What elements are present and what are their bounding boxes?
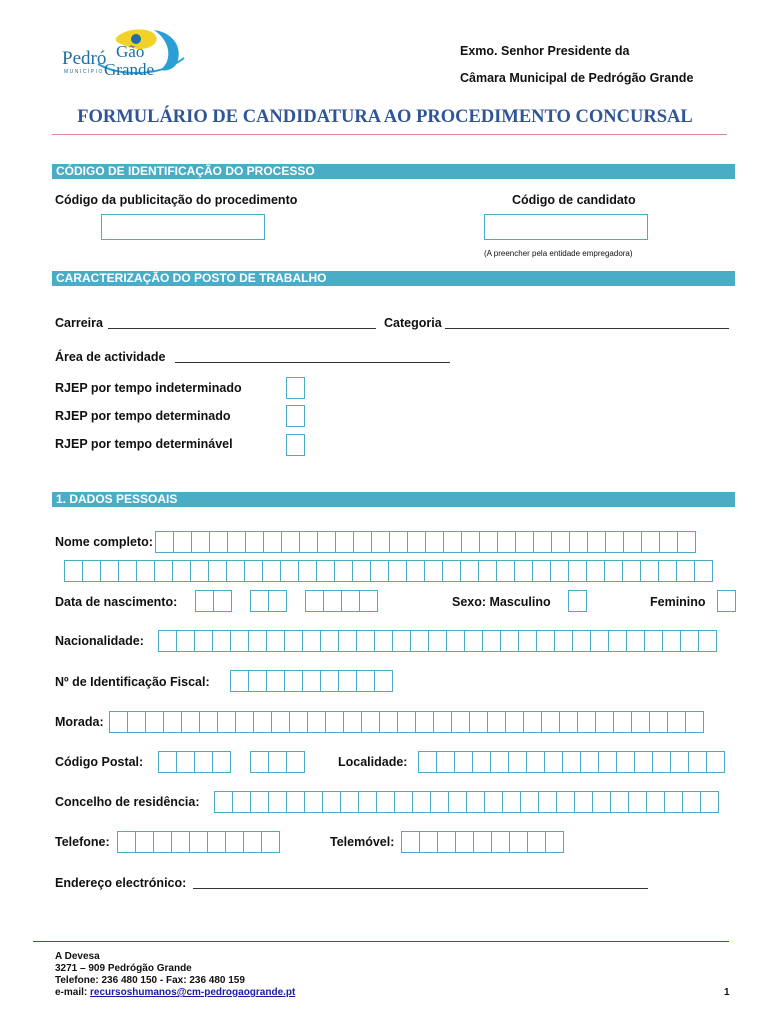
char-cell[interactable] — [634, 751, 653, 773]
char-cell[interactable] — [595, 711, 614, 733]
char-cell[interactable] — [442, 560, 461, 582]
char-cell[interactable] — [688, 751, 707, 773]
char-cell[interactable] — [415, 711, 434, 733]
char-cell[interactable] — [682, 791, 701, 813]
char-cell[interactable] — [574, 791, 593, 813]
char-cell[interactable] — [667, 711, 686, 733]
char-cell[interactable] — [533, 531, 552, 553]
char-cell[interactable] — [163, 711, 182, 733]
footer-email-line — [55, 987, 295, 999]
char-cell[interactable] — [320, 670, 339, 692]
sex-female-checkbox[interactable] — [717, 590, 736, 612]
rjep-determinable-label: RJEP por tempo determinável — [55, 437, 233, 451]
pub-code-label: Código da publicitação do procedimento — [55, 193, 298, 207]
char-cell[interactable] — [230, 630, 249, 652]
char-cell[interactable] — [392, 630, 411, 652]
char-cell[interactable] — [263, 531, 282, 553]
candidate-code-input[interactable] — [484, 214, 648, 240]
char-cell[interactable] — [388, 560, 407, 582]
char-cell[interactable] — [353, 531, 372, 553]
char-cell[interactable] — [425, 531, 444, 553]
char-cell[interactable] — [613, 711, 632, 733]
char-cell[interactable] — [419, 831, 438, 853]
council-label: Concelho de residência: — [55, 795, 200, 809]
char-cell[interactable] — [569, 531, 588, 553]
char-cell[interactable] — [230, 670, 249, 692]
char-cell[interactable] — [623, 531, 642, 553]
char-cell[interactable] — [670, 751, 689, 773]
char-cell[interactable] — [286, 791, 305, 813]
locality-cells[interactable] — [418, 751, 724, 773]
char-cell[interactable] — [298, 560, 317, 582]
logo-text-grande: Grande — [104, 60, 155, 79]
char-cell[interactable] — [194, 630, 213, 652]
char-cell[interactable] — [389, 531, 408, 553]
char-cell[interactable] — [410, 630, 429, 652]
char-cell[interactable] — [454, 751, 473, 773]
char-cell[interactable] — [232, 791, 251, 813]
char-cell[interactable] — [608, 630, 627, 652]
birth-month-cells[interactable] — [250, 590, 286, 612]
activity-input-line[interactable] — [175, 362, 450, 363]
char-cell[interactable] — [250, 751, 269, 773]
char-cell[interactable] — [155, 531, 174, 553]
char-cell[interactable] — [343, 711, 362, 733]
char-cell[interactable] — [541, 711, 560, 733]
char-cell[interactable] — [374, 630, 393, 652]
char-cell[interactable] — [694, 560, 713, 582]
char-cell[interactable] — [455, 831, 474, 853]
char-cell[interactable] — [487, 711, 506, 733]
char-cell[interactable] — [466, 791, 485, 813]
employer-note: (A preencher pela entidade empregadora) — [484, 249, 633, 258]
logo-text-municipio: MUNICÍPIO — [64, 69, 104, 75]
logo-text-gao: Gão — [116, 42, 145, 61]
char-cell[interactable] — [568, 560, 587, 582]
char-cell[interactable] — [284, 630, 303, 652]
rjep-determinate-label: RJEP por tempo determinado — [55, 409, 231, 423]
char-cell[interactable] — [500, 630, 519, 652]
char-cell[interactable] — [64, 560, 83, 582]
sex-male-label: Sexo: Masculino — [452, 595, 551, 609]
char-cell[interactable] — [176, 630, 195, 652]
char-cell[interactable] — [473, 831, 492, 853]
char-cell[interactable] — [659, 531, 678, 553]
char-cell[interactable] — [451, 711, 470, 733]
char-cell[interactable] — [401, 831, 420, 853]
char-cell[interactable] — [616, 751, 635, 773]
char-cell[interactable] — [479, 531, 498, 553]
char-cell[interactable] — [286, 751, 305, 773]
char-cell[interactable] — [577, 711, 596, 733]
char-cell[interactable] — [586, 560, 605, 582]
char-cell[interactable] — [472, 751, 491, 773]
char-cell[interactable] — [325, 711, 344, 733]
page-number: 1 — [724, 987, 730, 998]
rjep-indeterminate-label: RJEP por tempo indeterminado — [55, 381, 242, 395]
char-cell[interactable] — [698, 630, 717, 652]
char-cell[interactable] — [356, 670, 375, 692]
char-cell[interactable] — [305, 590, 324, 612]
char-cell[interactable] — [145, 711, 164, 733]
char-cell[interactable] — [135, 831, 154, 853]
char-cell[interactable] — [207, 831, 226, 853]
char-cell[interactable] — [316, 560, 335, 582]
char-cell[interactable] — [706, 751, 725, 773]
char-cell[interactable] — [195, 590, 214, 612]
char-cell[interactable] — [523, 711, 542, 733]
char-cell[interactable] — [685, 711, 704, 733]
char-cell[interactable] — [437, 831, 456, 853]
char-cell[interactable] — [153, 831, 172, 853]
char-cell[interactable] — [676, 560, 695, 582]
char-cell[interactable] — [532, 560, 551, 582]
char-cell[interactable] — [496, 560, 515, 582]
category-label: Categoria — [384, 316, 442, 330]
char-cell[interactable] — [190, 560, 209, 582]
career-label: Carreira — [55, 316, 103, 330]
footer-line-2: 3271 – 909 Pedrógão Grande — [55, 963, 192, 974]
char-cell[interactable] — [469, 711, 488, 733]
char-cell[interactable] — [484, 791, 503, 813]
birth-day-cells[interactable] — [195, 590, 231, 612]
char-cell[interactable] — [551, 531, 570, 553]
char-cell[interactable] — [397, 711, 416, 733]
title-divider — [52, 134, 727, 135]
char-cell[interactable] — [587, 531, 606, 553]
char-cell[interactable] — [189, 831, 208, 853]
char-cell[interactable] — [562, 751, 581, 773]
mobile-label: Telemóvel: — [330, 835, 395, 849]
char-cell[interactable] — [212, 630, 231, 652]
nif-label: Nº de Identificação Fiscal: — [55, 675, 210, 689]
char-cell[interactable] — [268, 751, 287, 773]
char-cell[interactable] — [641, 531, 660, 553]
char-cell[interactable] — [253, 711, 272, 733]
footer-divider — [33, 941, 729, 942]
section-post-heading: CARACTERIZAÇÃO DO POSTO DE TRABALHO — [52, 271, 735, 286]
char-cell[interactable] — [127, 711, 146, 733]
char-cell[interactable] — [370, 560, 389, 582]
char-cell[interactable] — [646, 791, 665, 813]
char-cell[interactable] — [527, 831, 546, 853]
char-cell[interactable] — [518, 630, 537, 652]
char-cell[interactable] — [482, 630, 501, 652]
footer-line-3: Telefone: 236 480 150 - Fax: 236 480 159 — [55, 975, 245, 986]
char-cell[interactable] — [208, 560, 227, 582]
section-id-heading: CÓDIGO DE IDENTIFICAÇÃO DO PROCESSO — [52, 164, 735, 179]
birth-year-cells[interactable] — [305, 590, 377, 612]
char-cell[interactable] — [394, 791, 413, 813]
char-cell[interactable] — [176, 751, 195, 773]
char-cell[interactable] — [199, 711, 218, 733]
birth-date-label: Data de nascimento: — [55, 595, 178, 609]
char-cell[interactable] — [652, 751, 671, 773]
char-cell[interactable] — [443, 531, 462, 553]
char-cell[interactable] — [376, 791, 395, 813]
char-cell[interactable] — [554, 630, 573, 652]
char-cell[interactable] — [430, 791, 449, 813]
char-cell[interactable] — [428, 630, 447, 652]
char-cell[interactable] — [448, 791, 467, 813]
char-cell[interactable] — [235, 711, 254, 733]
activity-label: Área de actividade — [55, 350, 166, 364]
char-cell[interactable] — [538, 791, 557, 813]
char-cell[interactable] — [605, 531, 624, 553]
char-cell[interactable] — [610, 791, 629, 813]
char-cell[interactable] — [545, 831, 564, 853]
char-cell[interactable] — [335, 531, 354, 553]
nationality-cells[interactable] — [158, 630, 716, 652]
char-cell[interactable] — [268, 590, 287, 612]
char-cell[interactable] — [460, 560, 479, 582]
char-cell[interactable] — [158, 751, 177, 773]
char-cell[interactable] — [677, 531, 696, 553]
char-cell[interactable] — [271, 711, 290, 733]
full-name-cells-row2[interactable] — [64, 560, 712, 582]
char-cell[interactable] — [590, 630, 609, 652]
char-cell[interactable] — [478, 560, 497, 582]
char-cell[interactable] — [299, 531, 318, 553]
address-cells[interactable] — [109, 711, 703, 733]
char-cell[interactable] — [412, 791, 431, 813]
char-cell[interactable] — [100, 560, 119, 582]
char-cell[interactable] — [213, 590, 232, 612]
char-cell[interactable] — [340, 791, 359, 813]
char-cell[interactable] — [217, 711, 236, 733]
char-cell[interactable] — [604, 560, 623, 582]
char-cell[interactable] — [418, 751, 437, 773]
char-cell[interactable] — [550, 560, 569, 582]
char-cell[interactable] — [649, 711, 668, 733]
char-cell[interactable] — [338, 670, 357, 692]
char-cell[interactable] — [266, 670, 285, 692]
char-cell[interactable] — [352, 560, 371, 582]
council-cells[interactable] — [214, 791, 718, 813]
char-cell[interactable] — [407, 531, 426, 553]
char-cell[interactable] — [509, 831, 528, 853]
rjep-determinate-checkbox[interactable] — [286, 405, 305, 427]
addressee-line-1: Exmo. Senhor Presidente da — [460, 44, 630, 58]
char-cell[interactable] — [598, 751, 617, 773]
char-cell[interactable] — [266, 630, 285, 652]
char-cell[interactable] — [227, 531, 246, 553]
char-cell[interactable] — [302, 670, 321, 692]
career-input-line[interactable] — [108, 328, 376, 329]
char-cell[interactable] — [118, 560, 137, 582]
char-cell[interactable] — [261, 831, 280, 853]
char-cell[interactable] — [359, 590, 378, 612]
char-cell[interactable] — [214, 791, 233, 813]
char-cell[interactable] — [505, 711, 524, 733]
mobile-cells[interactable] — [401, 831, 563, 853]
footer-line-1: A Devesa — [55, 951, 100, 962]
char-cell[interactable] — [544, 751, 563, 773]
char-cell[interactable] — [464, 630, 483, 652]
char-cell[interactable] — [244, 560, 263, 582]
char-cell[interactable] — [262, 560, 281, 582]
char-cell[interactable] — [356, 630, 375, 652]
char-cell[interactable] — [268, 791, 287, 813]
char-cell[interactable] — [226, 560, 245, 582]
section-personal-heading: 1. DADOS PESSOAIS — [52, 492, 735, 507]
char-cell[interactable] — [302, 630, 321, 652]
char-cell[interactable] — [82, 560, 101, 582]
char-cell[interactable] — [248, 670, 267, 692]
char-cell[interactable] — [379, 711, 398, 733]
char-cell[interactable] — [109, 711, 128, 733]
char-cell[interactable] — [374, 670, 393, 692]
char-cell[interactable] — [580, 751, 599, 773]
char-cell[interactable] — [658, 560, 677, 582]
footer-email-prefix: e-mail: — [55, 987, 91, 998]
char-cell[interactable] — [520, 791, 539, 813]
postal-code-label: Código Postal: — [55, 755, 144, 769]
char-cell[interactable] — [322, 791, 341, 813]
char-cell[interactable] — [171, 831, 190, 853]
char-cell[interactable] — [514, 560, 533, 582]
char-cell[interactable] — [536, 630, 555, 652]
char-cell[interactable] — [334, 560, 353, 582]
char-cell[interactable] — [491, 831, 510, 853]
locality-label: Localidade: — [338, 755, 408, 769]
char-cell[interactable] — [307, 711, 326, 733]
char-cell[interactable] — [700, 791, 719, 813]
char-cell[interactable] — [225, 831, 244, 853]
char-cell[interactable] — [559, 711, 578, 733]
char-cell[interactable] — [640, 560, 659, 582]
char-cell[interactable] — [194, 751, 213, 773]
char-cell[interactable] — [662, 630, 681, 652]
char-cell[interactable] — [289, 711, 308, 733]
char-cell[interactable] — [280, 560, 299, 582]
addressee-line-2: Câmara Municipal de Pedrógão Grande — [460, 71, 694, 85]
phone-label: Telefone: — [55, 835, 110, 849]
char-cell[interactable] — [556, 791, 575, 813]
char-cell[interactable] — [304, 791, 323, 813]
logo-text-pedro: Pedró — [62, 48, 107, 69]
char-cell[interactable] — [250, 590, 269, 612]
char-cell[interactable] — [631, 711, 650, 733]
municipality-logo — [58, 24, 193, 84]
char-cell[interactable] — [338, 630, 357, 652]
char-cell[interactable] — [490, 751, 509, 773]
full-name-label: Nome completo: — [55, 535, 153, 549]
char-cell[interactable] — [341, 590, 360, 612]
category-input-line[interactable] — [445, 328, 729, 329]
char-cell[interactable] — [626, 630, 645, 652]
char-cell[interactable] — [433, 711, 452, 733]
address-label: Morada: — [55, 715, 104, 729]
char-cell[interactable] — [320, 630, 339, 652]
char-cell[interactable] — [680, 630, 699, 652]
char-cell[interactable] — [173, 531, 192, 553]
char-cell[interactable] — [323, 590, 342, 612]
char-cell[interactable] — [248, 630, 267, 652]
phone-cells[interactable] — [117, 831, 279, 853]
form-title: FORMULÁRIO DE CANDIDATURA AO PROCEDIMENTO CONCURSAL — [77, 107, 693, 127]
pub-code-input[interactable] — [101, 214, 265, 240]
char-cell[interactable] — [644, 630, 663, 652]
char-cell[interactable] — [436, 751, 455, 773]
char-cell[interactable] — [628, 791, 647, 813]
char-cell[interactable] — [243, 831, 262, 853]
char-cell[interactable] — [508, 751, 527, 773]
sex-male-checkbox[interactable] — [568, 590, 587, 612]
char-cell[interactable] — [317, 531, 336, 553]
rjep-determinable-checkbox[interactable] — [286, 434, 305, 456]
char-cell[interactable] — [191, 531, 210, 553]
char-cell[interactable] — [209, 531, 228, 553]
char-cell[interactable] — [406, 560, 425, 582]
char-cell[interactable] — [358, 791, 377, 813]
char-cell[interactable] — [461, 531, 480, 553]
char-cell[interactable] — [572, 630, 591, 652]
rjep-indeterminate-checkbox[interactable] — [286, 377, 305, 399]
email-input-line[interactable] — [193, 888, 648, 889]
nif-cells[interactable] — [230, 670, 392, 692]
char-cell[interactable] — [371, 531, 390, 553]
sex-female-label: Feminino — [650, 595, 706, 609]
nationality-label: Nacionalidade: — [55, 634, 144, 648]
char-cell[interactable] — [117, 831, 136, 853]
char-cell[interactable] — [622, 560, 641, 582]
char-cell[interactable] — [172, 560, 191, 582]
char-cell[interactable] — [284, 670, 303, 692]
char-cell[interactable] — [592, 791, 611, 813]
char-cell[interactable] — [515, 531, 534, 553]
postal-code-cells-4[interactable] — [158, 751, 230, 773]
char-cell[interactable] — [446, 630, 465, 652]
char-cell[interactable] — [664, 791, 683, 813]
footer-address — [55, 951, 295, 999]
full-name-cells-row1[interactable] — [155, 531, 695, 553]
char-cell[interactable] — [158, 630, 177, 652]
email-label: Endereço electrónico: — [55, 876, 187, 890]
char-cell[interactable] — [181, 711, 200, 733]
char-cell[interactable] — [154, 560, 173, 582]
postal-code-cells-3[interactable] — [250, 751, 304, 773]
char-cell[interactable] — [136, 560, 155, 582]
footer-email-link[interactable]: recursoshumanos@cm-pedrogaogrande.pt — [90, 987, 296, 998]
char-cell[interactable] — [526, 751, 545, 773]
char-cell[interactable] — [502, 791, 521, 813]
char-cell[interactable] — [245, 531, 264, 553]
char-cell[interactable] — [361, 711, 380, 733]
char-cell[interactable] — [497, 531, 516, 553]
char-cell[interactable] — [281, 531, 300, 553]
char-cell[interactable] — [424, 560, 443, 582]
char-cell[interactable] — [250, 791, 269, 813]
char-cell[interactable] — [212, 751, 231, 773]
candidate-code-label: Código de candidato — [512, 193, 636, 207]
